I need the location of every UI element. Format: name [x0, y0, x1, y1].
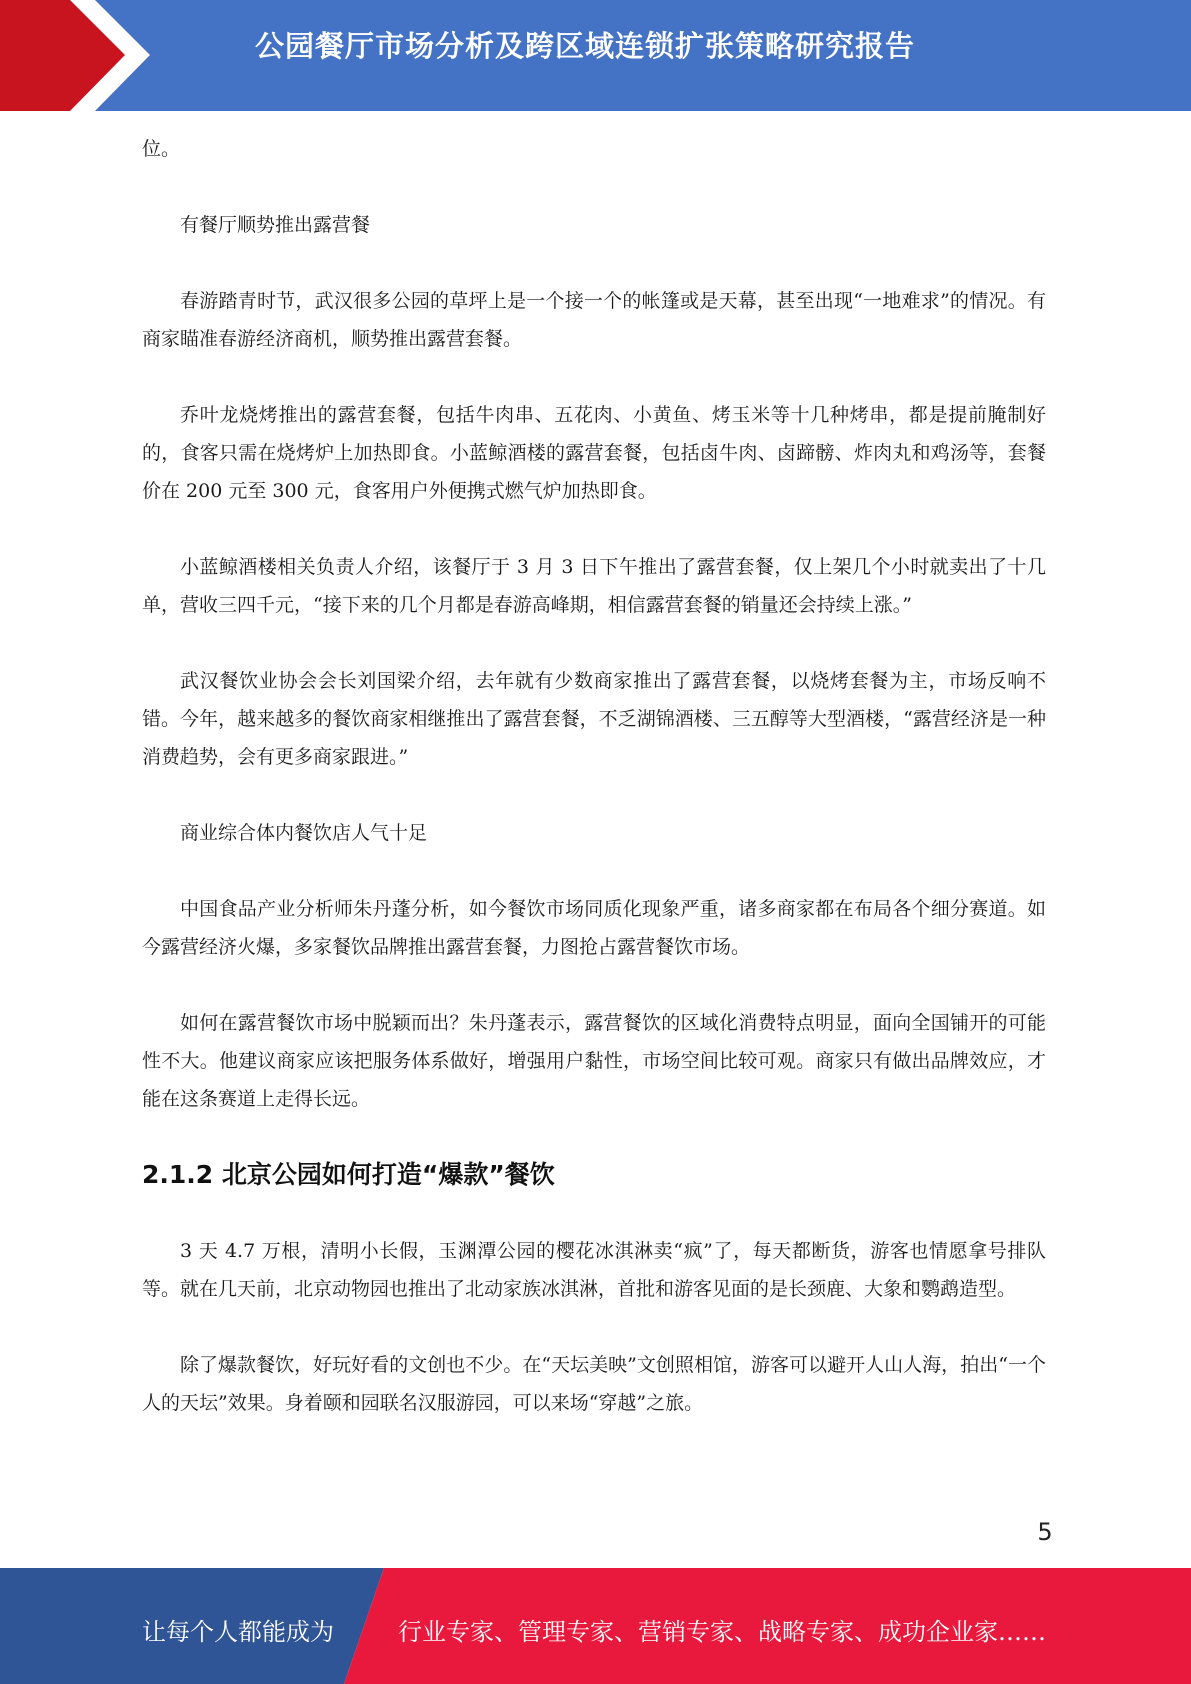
page-content — [142, 130, 1046, 1460]
paragraph: 除了爆款餐饮，好玩好看的文创也不少。在“天坛美映”文创照相馆，游客可以避开人山人海，拍出“一个人的天坛”效果。身着颐和园联名汉服游园，可以来场“穿越”之旅。 — [142, 1354, 1046, 1414]
header-arrow-decoration — [0, 0, 160, 111]
report-title: 公园餐厅市场分析及跨区域连锁扩张策略研究报告 — [255, 29, 916, 63]
page-footer — [0, 1568, 1191, 1684]
subheading-camping-meals: 有餐厅顺势推出露营餐 — [180, 214, 371, 236]
subheading-mall-restaurants: 商业综合体内餐饮店人气十足 — [180, 822, 428, 844]
paragraph: 武汉餐饮业协会会长刘国梁介绍，去年就有少数商家推出了露营套餐，以烧烤套餐为主，市场反响不错。今年，越来越多的餐饮商家相继推出了露营套餐，不乏湖锦酒楼、三五醇等大型酒楼，“露营经济是一种消费趋势，会有更多商家跟进。” — [142, 670, 1046, 768]
paragraph: 如何在露营餐饮市场中脱颖而出？朱丹蓬表示，露营餐饮的区域化消费特点明显，面向全国铺开的可能性不大。他建议商家应该把服务体系做好，增强用户黏性，市场空间比较可观。商家只有做出品牌效应，才能在这条赛道上走得长远。 — [142, 1012, 1046, 1110]
paragraph: 乔叶龙烧烤推出的露营套餐，包括牛肉串、五花肉、小黄鱼、烤玉米等十几种烤串，都是提前腌制好的，食客只需在烧烤炉上加热即食。小蓝鲸酒楼的露营套餐，包括卤牛肉、卤蹄髈、炸肉丸和鸡汤等，套餐价在 200 元至 300 元，食客用户外便携式燃气炉加热即食。 — [142, 404, 1046, 502]
paragraph-continuation: 位。 — [142, 138, 181, 160]
paragraph: 3 天 4.7 万根，清明小长假，玉渊潭公园的樱花冰淇淋卖“疯”了，每天都断货，游客也情愿拿号排队等。就在几天前，北京动物园也推出了北动家族冰淇淋，首批和游客见面的是长颈鹿、大象和鹦鹉造型。 — [142, 1240, 1046, 1300]
page-number: 5 — [1037, 1518, 1053, 1546]
paragraph: 小蓝鲸酒楼相关负责人介绍，该餐厅于 3 月 3 日下午推出了露营套餐，仅上架几个小时就卖出了十几单，营收三四千元，“接下来的几个月都是春游高峰期，相信露营套餐的销量还会持续上涨。” — [142, 556, 1046, 616]
section-heading: 2.1.2 北京公园如何打造“爆款”餐饮 — [142, 1160, 555, 1189]
page-header — [0, 0, 1191, 111]
footer-slogan-right: 行业专家、管理专家、营销专家、战略专家、成功企业家…… — [398, 1618, 1046, 1646]
footer-slogan-left: 让每个人都能成为 — [142, 1618, 334, 1646]
paragraph: 中国食品产业分析师朱丹蓬分析，如今餐饮市场同质化现象严重，诸多商家都在布局各个细分赛道。如今露营经济火爆，多家餐饮品牌推出露营套餐，力图抢占露营餐饮市场。 — [142, 898, 1046, 958]
paragraph: 春游踏青时节，武汉很多公园的草坪上是一个接一个的帐篷或是天幕，甚至出现“一地难求”的情况。有商家瞄准春游经济商机，顺势推出露营套餐。 — [142, 290, 1046, 350]
